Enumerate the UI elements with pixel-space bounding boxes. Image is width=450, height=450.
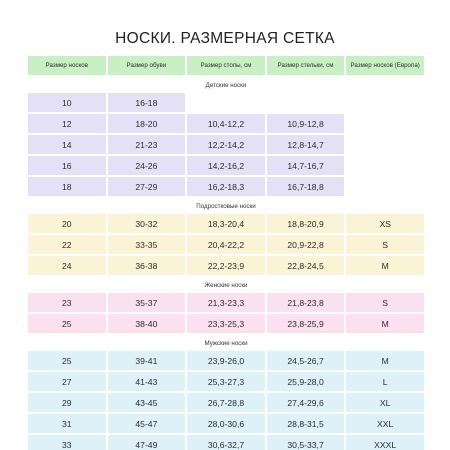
table-row (28, 156, 424, 175)
cell-eu-size (346, 135, 424, 154)
cell-eu-size: S (346, 293, 424, 312)
cell-sock-size: 31 (28, 414, 106, 433)
cell-foot-size (187, 93, 265, 112)
header-insole-size: Размер стельки, см (267, 56, 345, 75)
header-shoe-size: Размер обуви (108, 56, 186, 75)
section-label-teen: Подростковые носки (196, 202, 256, 210)
cell-eu-size (346, 114, 424, 133)
cell-shoe-size: 27-29 (108, 177, 186, 196)
table-row (28, 93, 424, 112)
cell-foot-size: 16,2-18,3 (187, 177, 265, 196)
cell-shoe-size: 38-40 (108, 314, 186, 333)
cell-shoe-size: 16-18 (108, 93, 186, 112)
cell-insole-size: 30,5-33,7 (267, 435, 345, 450)
table-row (28, 393, 424, 412)
cell-eu-size (346, 177, 424, 196)
table-row (28, 235, 424, 254)
cell-eu-size: XXXL (346, 435, 424, 450)
cell-sock-size: 33 (28, 435, 106, 450)
cell-eu-size: XXL (346, 414, 424, 433)
cell-shoe-size: 47-49 (108, 435, 186, 450)
cell-foot-size: 18,3-20,4 (187, 214, 265, 233)
cell-eu-size: XL (346, 393, 424, 412)
header-row (28, 56, 424, 75)
cell-foot-size: 23,3-25,3 (187, 314, 265, 333)
cell-insole-size: 18,8-20,9 (267, 214, 345, 233)
cell-sock-size: 23 (28, 293, 106, 312)
header-foot-size: Размер стопы, см (187, 56, 265, 75)
table-row (28, 114, 424, 133)
section-label-kids: Детские носки (205, 81, 247, 89)
header-eu-size: Размер носков (Европа) (346, 56, 424, 75)
cell-foot-size: 22,2-23,9 (187, 256, 265, 275)
cell-insole-size: 20,9-22,8 (267, 235, 345, 254)
cell-foot-size: 30,6-32,7 (187, 435, 265, 450)
cell-insole-size: 25,9-28,0 (267, 372, 345, 391)
cell-insole-size (267, 93, 345, 112)
cell-insole-size: 24,5-26,7 (267, 351, 345, 370)
cell-eu-size: M (346, 351, 424, 370)
table-row (28, 214, 424, 233)
cell-shoe-size: 43-45 (108, 393, 186, 412)
cell-foot-size: 21,3-23,3 (187, 293, 265, 312)
cell-eu-size (346, 93, 424, 112)
cell-insole-size: 21,8-23,8 (267, 293, 345, 312)
table-row (28, 435, 424, 450)
cell-eu-size: M (346, 256, 424, 275)
cell-sock-size: 24 (28, 256, 106, 275)
table-row (28, 135, 424, 154)
section-men (28, 351, 424, 450)
cell-shoe-size: 21-23 (108, 135, 186, 154)
cell-insole-size: 14,7-16,7 (267, 156, 345, 175)
table-row (28, 256, 424, 275)
cell-shoe-size: 36-38 (108, 256, 186, 275)
cell-shoe-size: 39-41 (108, 351, 186, 370)
cell-shoe-size: 45-47 (108, 414, 186, 433)
cell-shoe-size: 41-43 (108, 372, 186, 391)
cell-sock-size: 14 (28, 135, 106, 154)
cell-foot-size: 12,2-14,2 (187, 135, 265, 154)
cell-foot-size: 23,9-26,0 (187, 351, 265, 370)
section-kids (28, 93, 424, 196)
cell-eu-size: XS (346, 214, 424, 233)
cell-sock-size: 16 (28, 156, 106, 175)
cell-sock-size: 25 (28, 351, 106, 370)
table-row (28, 372, 424, 391)
cell-shoe-size: 30-32 (108, 214, 186, 233)
cell-sock-size: 10 (28, 93, 106, 112)
cell-insole-size: 22,8-24,5 (267, 256, 345, 275)
section-label-men: Мужские носки (204, 339, 248, 347)
cell-insole-size: 28,8-31,5 (267, 414, 345, 433)
cell-insole-size: 23,8-25,9 (267, 314, 345, 333)
cell-eu-size: L (346, 372, 424, 391)
cell-insole-size: 10,9-12,8 (267, 114, 345, 133)
table-row (28, 293, 424, 312)
page-title: НОСКИ. РАЗМЕРНАЯ СЕТКА (115, 30, 335, 47)
table-row (28, 314, 424, 333)
cell-eu-size: S (346, 235, 424, 254)
size-table (28, 56, 424, 450)
cell-foot-size: 20,4-22,2 (187, 235, 265, 254)
cell-shoe-size: 18-20 (108, 114, 186, 133)
cell-eu-size (346, 156, 424, 175)
section-women (28, 293, 424, 333)
cell-sock-size: 29 (28, 393, 106, 412)
cell-shoe-size: 35-37 (108, 293, 186, 312)
table-row (28, 414, 424, 433)
table-row (28, 351, 424, 370)
cell-insole-size: 16,7-18,8 (267, 177, 345, 196)
cell-foot-size: 10,4-12,2 (187, 114, 265, 133)
cell-eu-size: M (346, 314, 424, 333)
section-label-women: Женские носки (204, 281, 248, 289)
section-teen (28, 214, 424, 275)
cell-foot-size: 26,7-28,8 (187, 393, 265, 412)
header-sock-size: Размер носков (28, 56, 106, 75)
cell-shoe-size: 24-26 (108, 156, 186, 175)
cell-sock-size: 27 (28, 372, 106, 391)
cell-shoe-size: 33-35 (108, 235, 186, 254)
cell-sock-size: 22 (28, 235, 106, 254)
cell-foot-size: 25,3-27,3 (187, 372, 265, 391)
cell-foot-size: 28,0-30,6 (187, 414, 265, 433)
table-row (28, 177, 424, 196)
cell-sock-size: 12 (28, 114, 106, 133)
cell-insole-size: 27,4-29,6 (267, 393, 345, 412)
cell-foot-size: 14,2-16,2 (187, 156, 265, 175)
cell-insole-size: 12,8-14,7 (267, 135, 345, 154)
cell-sock-size: 18 (28, 177, 106, 196)
cell-sock-size: 25 (28, 314, 106, 333)
cell-sock-size: 20 (28, 214, 106, 233)
